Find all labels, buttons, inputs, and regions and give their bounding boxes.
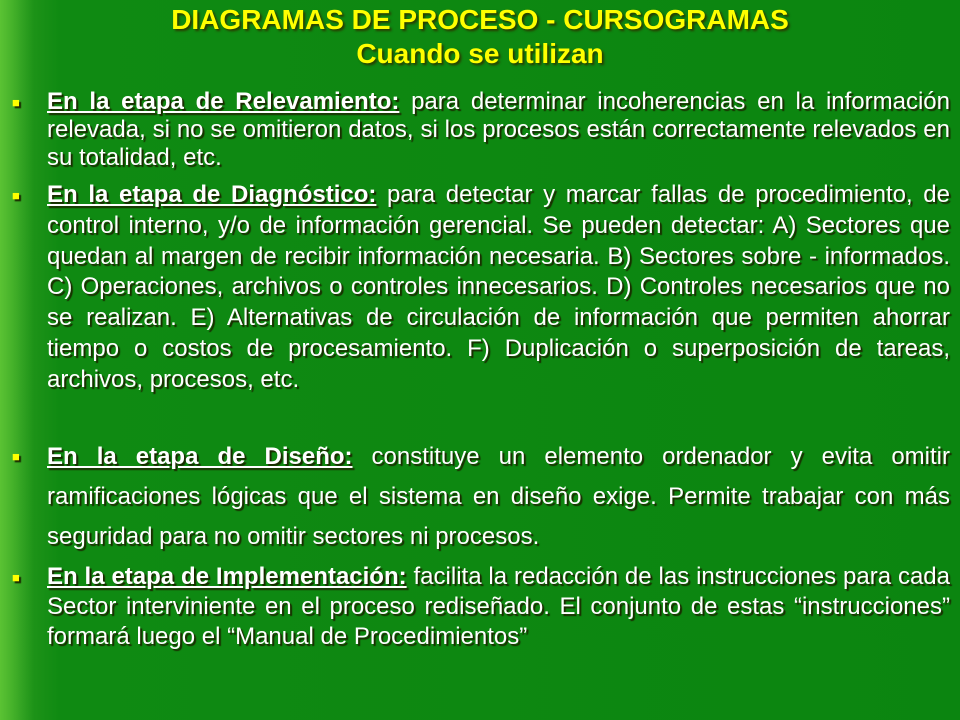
square-bullet-icon <box>12 95 26 109</box>
bullet-item-diagnostico <box>12 180 950 396</box>
bullet-lead: En la etapa de Relevamiento: <box>47 88 400 115</box>
bullet-item-diseno <box>12 437 950 557</box>
bullet-lead: En la etapa de Implementación: <box>47 563 407 590</box>
slide-title-block <box>0 3 960 71</box>
bullet-text <box>47 88 950 172</box>
bullet-text <box>47 437 950 557</box>
bullet-item-relevamiento <box>12 88 950 172</box>
slide-subtitle: Cuando se utilizan <box>356 38 604 69</box>
slide-title: DIAGRAMAS DE PROCESO - CURSOGRAMAS <box>171 4 789 35</box>
bullet-item-implementacion <box>12 562 950 652</box>
bullet-text <box>47 562 950 652</box>
bullet-body: para detectar y marcar fallas de procedimiento, de control interno, y/o de información gerencial. Se pueden detectar: A) Sectores que quedan al margen de recibir información necesaria. B) Sectores sobre - informados. C) Operaciones, archivos o controles innecesarios. D) Controles necesarios que no se realizan. E) Alternativas de circulación de información que permiten ahorrar tiempo o costos de procesamiento. F) Duplicación o superposición de tareas, archivos, procesos, etc. <box>47 181 950 393</box>
bullet-body: constituye un elemento ordenador y evita omitir ramificaciones lógicas que el sistema en diseño exige. Permite trabajar con más seguridad para no omitir sectores ni procesos. <box>47 443 950 550</box>
square-bullet-icon <box>12 570 26 584</box>
bullet-body: facilita la redacción de las instrucciones para cada Sector interviniente en el proceso rediseñado. El conjunto de estas “instrucciones” formará luego el “Manual de Procedimientos” <box>47 563 950 650</box>
bullet-body: para determinar incoherencias en la información relevada, si no se omitieron datos, si los procesos están correctamente relevados en su totalidad, etc. <box>47 88 951 171</box>
square-bullet-icon <box>12 449 26 463</box>
bullet-text <box>47 180 950 396</box>
bullet-lead: En la etapa de Diagnóstico: <box>47 181 377 208</box>
square-bullet-icon <box>12 188 26 202</box>
bullet-lead: En la etapa de Diseño: <box>47 443 353 470</box>
